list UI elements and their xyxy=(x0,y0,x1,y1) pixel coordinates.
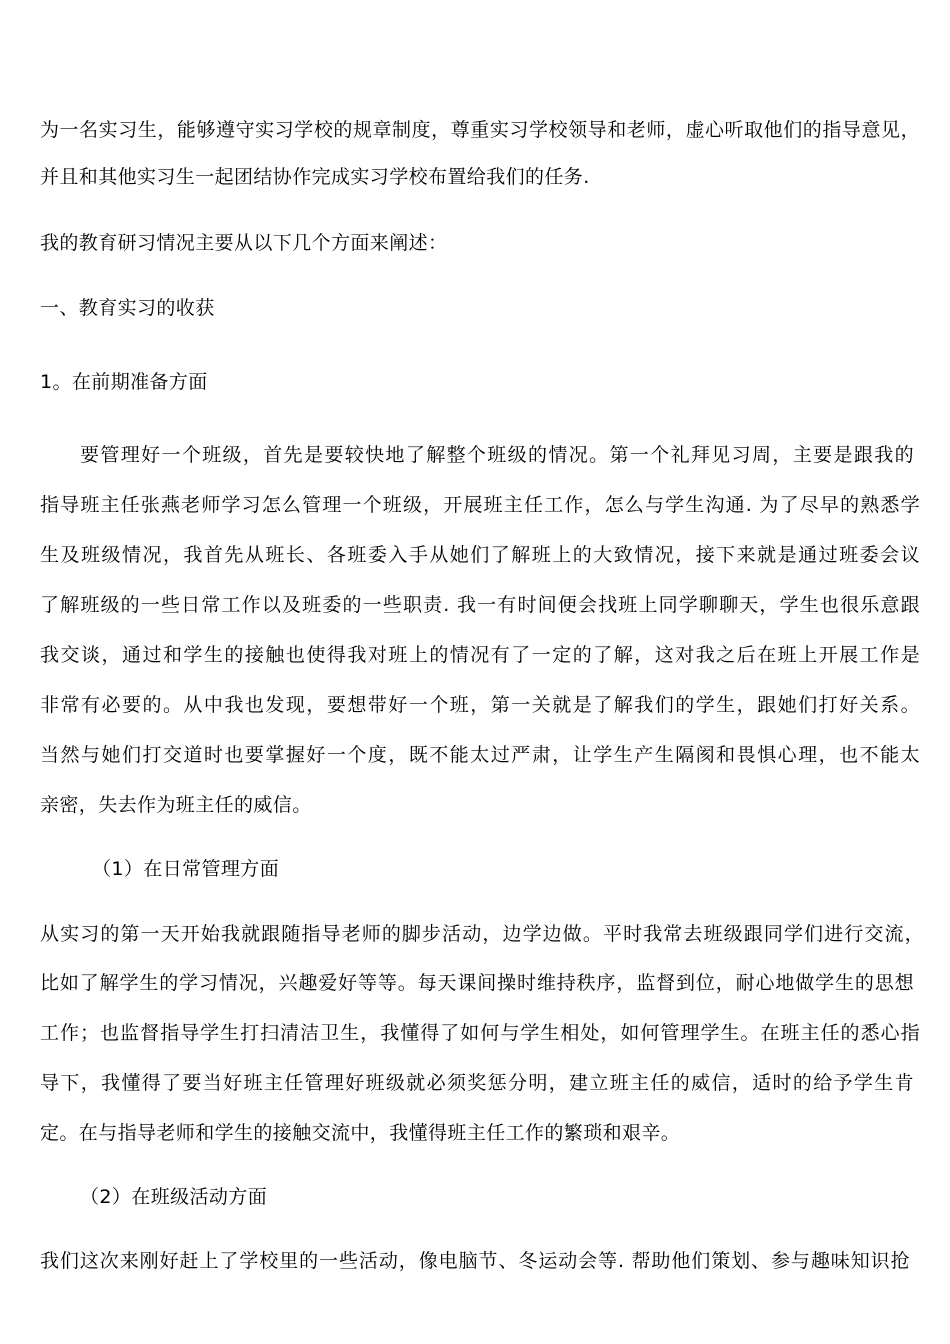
paragraph1-line-5: 我交谈，通过和学生的接触也使得我对班上的情况有了一定的了解，这对我之后在班上开展工作是 xyxy=(40,644,920,666)
paragraph2-line-4: 导下，我懂得了要当好班主任管理好班级就必须奖惩分明，建立班主任的威信，适时的给予学生肯 xyxy=(40,1072,914,1094)
paragraph1-line-8: 亲密，失去作为班主任的威信。 xyxy=(40,794,312,816)
item-heading-2: （2）在班级活动方面 xyxy=(80,1186,268,1208)
paragraph2-line-1: 从实习的第一天开始我就跟随指导老师的脚步活动，边学边做。平时我常去班级跟同学们进行交流， xyxy=(40,923,924,945)
intro-line-1: 为一名实习生，能够遵守实习学校的规章制度，尊重实习学校领导和老师，虚心听取他们的指导意见， xyxy=(40,119,920,141)
paragraph2-line-2: 比如了解学生的学习情况，兴趣爱好等等。每天课间操时维持秩序，监督到位，耐心地做学生的思想 xyxy=(40,972,914,994)
paragraph1-line-7: 当然与她们打交道时也要掌握好一个度，既不能太过严肃，让学生产生隔阂和畏惧心理，也不能太 xyxy=(40,744,920,766)
intro-line-2: 并且和其他实习生一起团结协作完成实习学校布置给我们的任务. xyxy=(40,166,590,188)
item-heading-1: （1）在日常管理方面 xyxy=(92,858,280,880)
overview-text: 我的教育研习情况主要从以下几个方面来阐述： xyxy=(40,232,448,254)
paragraph3-line-1: 我们这次来刚好赶上了学校里的一些活动，像电脑节、冬运动会等. 帮助他们策划、参与趣味知识抢 xyxy=(40,1250,910,1272)
section-heading-1: 一、教育实习的收获 xyxy=(40,297,215,319)
paragraph1-line-2: 指导班主任张燕老师学习怎么管理一个班级，开展班主任工作，怎么与学生沟通. 为了尽早的熟悉学 xyxy=(40,494,920,516)
paragraph1-line-3: 生及班级情况，我首先从班长、各班委入手从她们了解班上的大致情况，接下来就是通过班委会议 xyxy=(40,544,920,566)
paragraph1-line-6: 非常有必要的。从中我也发现，要想带好一个班，第一关就是了解我们的学生，跟她们打好关系。 xyxy=(40,694,920,716)
paragraph2-line-3: 工作；也监督指导学生打扫清洁卫生，我懂得了如何与学生相处，如何管理学生。在班主任的悉心指 xyxy=(40,1022,920,1044)
paragraph2-line-5: 定。在与指导老师和学生的接触交流中，我懂得班主任工作的繁琐和艰辛。 xyxy=(40,1122,681,1144)
paragraph1-line-1: 要管理好一个班级，首先是要较快地了解整个班级的情况。第一个礼拜见习周，主要是跟我的 xyxy=(80,444,914,466)
paragraph1-line-4: 了解班级的一些日常工作以及班委的一些职责. 我一有时间便会找班上同学聊聊天，学生也很乐意跟 xyxy=(40,594,920,616)
subsection-heading-1: 1。在前期准备方面 xyxy=(40,371,208,393)
